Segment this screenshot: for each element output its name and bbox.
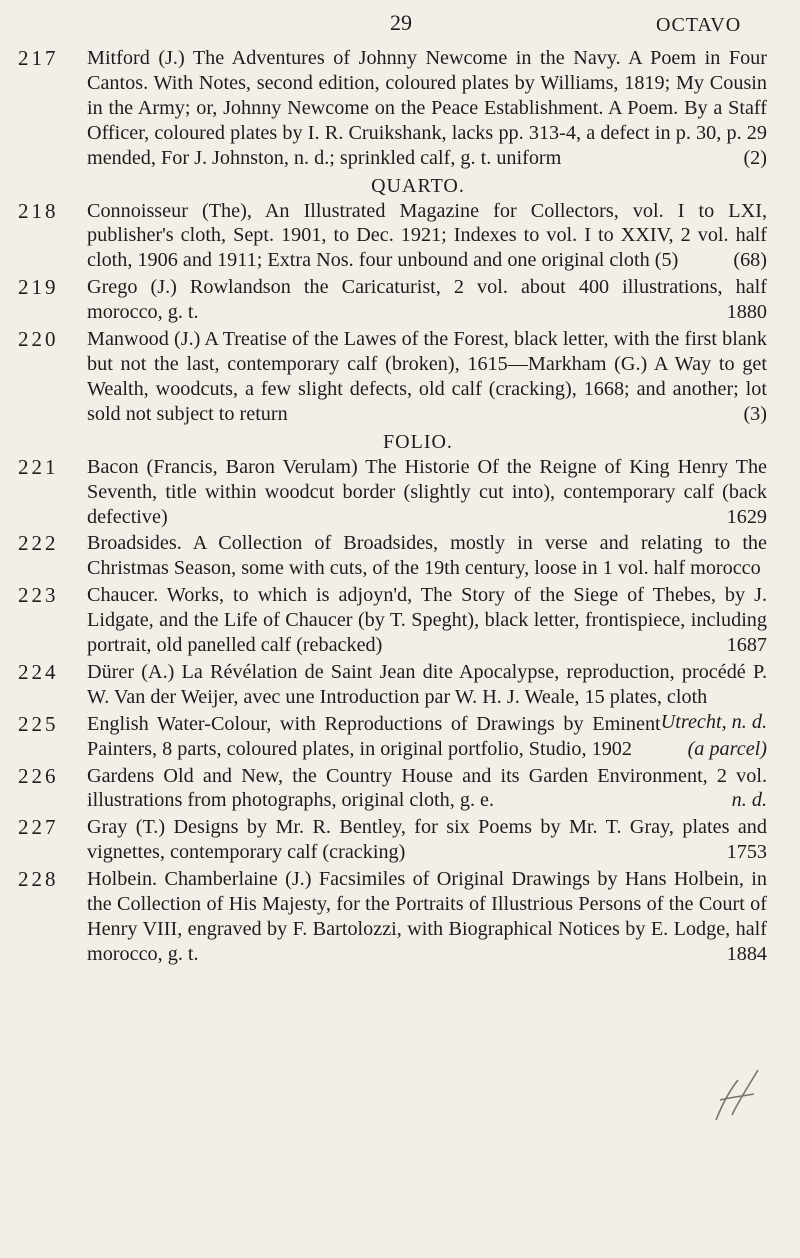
entry-description: English Water-Colour, with Reproductions of Drawings by Eminent Painters, 8 parts, coloured plates, in original portfolio, Studio, 1902 (a parcel) [87, 712, 767, 760]
catalogue-entry [0, 815, 800, 865]
lot-number: 222 [18, 531, 59, 556]
entry-quantity: Utrecht, n. d. [660, 710, 767, 733]
lot-number: 223 [18, 583, 59, 608]
catalogue-entry [0, 327, 800, 427]
running-head: OCTAVO [656, 14, 742, 36]
entry-quantity: 1880 [726, 301, 767, 324]
pencil-mark-icon [708, 1060, 768, 1130]
lot-number: 227 [18, 815, 59, 840]
entry-quantity: 1884 [726, 942, 767, 965]
catalogue-entry [0, 46, 800, 171]
entry-quantity: n. d. [731, 789, 767, 812]
page-number: 29 [390, 10, 412, 35]
catalogue-entry [0, 583, 800, 658]
page-header [0, 6, 800, 40]
entry-description: Mitford (J.) The Adventures of Johnny Newcome in the Navy. A Poem in Four Cantos. With Notes, second edition, coloured plates by Williams, 1819; My Cousin in the Army; or, Johnny Newcome on the Peace Establishment. A Poem. By a Staff Officer, coloured plates by I. R. Cruikshank, lacks pp. 313-4, a defect in p. 30, p. 29 mended, For J. Johnston, n. d.; sprinkled calf, g. t. uniform (2) [87, 47, 767, 169]
entry-description: Manwood (J.) A Treatise of the Lawes of the Forest, black letter, with the first blank but not the last, contemporary calf (broken), 1615—Markham (G.) A Way to get Wealth, woodcuts, a few slight defects, old calf (cracking), 1668; and another; lot sold not subject to return (3) [87, 328, 767, 425]
entry-description: Chaucer. Works, to which is adjoyn'd, The Story of the Siege of Thebes, by J. Lidgate, and the Life of Chaucer (by T. Speght), black letter, frontispiece, including portrait, old panelled calf (rebacked) 1687 [87, 584, 767, 657]
catalogue-entry [0, 712, 800, 762]
entry-quantity: 1753 [726, 841, 767, 864]
section-heading-quarto: QUARTO. [371, 174, 465, 197]
lot-number: 220 [18, 327, 59, 352]
entry-description: Grego (J.) Rowlandson the Caricaturist, 2 vol. about 400 illustrations, half morocco, g. t. 1880 [87, 276, 767, 324]
entry-description: Gardens Old and New, the Country House and its Garden Environment, 2 vol. illustrations from photographs, original cloth, g. e. n. d. [87, 764, 767, 812]
lot-number: 226 [18, 763, 59, 788]
entry-quantity: (3) [743, 402, 767, 425]
lot-number: 228 [18, 867, 59, 892]
entry-description: Bacon (Francis, Baron Verulam) The Historie Of the Reigne of King Henry The Seventh, title within woodcut border (slightly cut into), contemporary calf (back defective) 1629 [87, 455, 767, 528]
entry-description: Broadsides. A Collection of Broadsides, mostly in verse and relating to the Christmas Season, some with cuts, of the 19th century, loose in 1 vol. half morocco [87, 532, 767, 580]
lot-number: 217 [18, 46, 59, 70]
entry-quantity: 1687 [726, 634, 767, 657]
entry-description: Dürer (A.) La Révélation de Saint Jean dite Apocalypse, reproduction, procédé P. W. Van der Weijer, avec une Introduction par W. H. J. Weale, 15 plates, cloth Utrecht, n. d. [87, 660, 767, 733]
lot-number: 225 [18, 711, 59, 736]
catalogue-entry [0, 199, 800, 274]
entry-description: Holbein. Chamberlaine (J.) Facsimiles of Original Drawings by Hans Holbein, in the Collection of His Majesty, for the Portraits of Illustrious Persons of the Court of Henry VIII, engraved by F. Bartolozzi, with Biographical Notices by E. Lodge, half morocco, g. t. 1884 [87, 868, 767, 965]
catalogue-entry [0, 867, 800, 967]
entry-description: Connoisseur (The), An Illustrated Magazine for Collectors, vol. I to LXI, publisher's cloth, Sept. 1901, to Dec. 1921; Indexes to vol. I to XXIV, 2 vol. half cloth, 1906 and 1911; Extra Nos. four unbound and one original cloth (5) (68) [87, 199, 767, 272]
entries-list [0, 46, 800, 969]
catalogue-entry [0, 455, 800, 530]
entry-quantity: (2) [743, 146, 767, 169]
entry-quantity: 1629 [726, 505, 767, 528]
catalogue-entry [0, 531, 800, 581]
entry-quantity: (68) [733, 249, 767, 272]
catalogue-entry [0, 275, 800, 325]
entry-description: Gray (T.) Designs by Mr. R. Bentley, for six Poems by Mr. T. Gray, plates and vignettes, contemporary calf (cracking) 1753 [87, 816, 767, 864]
lot-number: 221 [18, 454, 59, 479]
entry-quantity: (a parcel) [687, 737, 767, 760]
catalogue-entry [0, 764, 800, 814]
lot-number: 219 [18, 275, 59, 300]
lot-number: 218 [18, 198, 59, 223]
lot-number: 224 [18, 659, 59, 684]
section-heading-folio: FOLIO. [383, 430, 453, 453]
